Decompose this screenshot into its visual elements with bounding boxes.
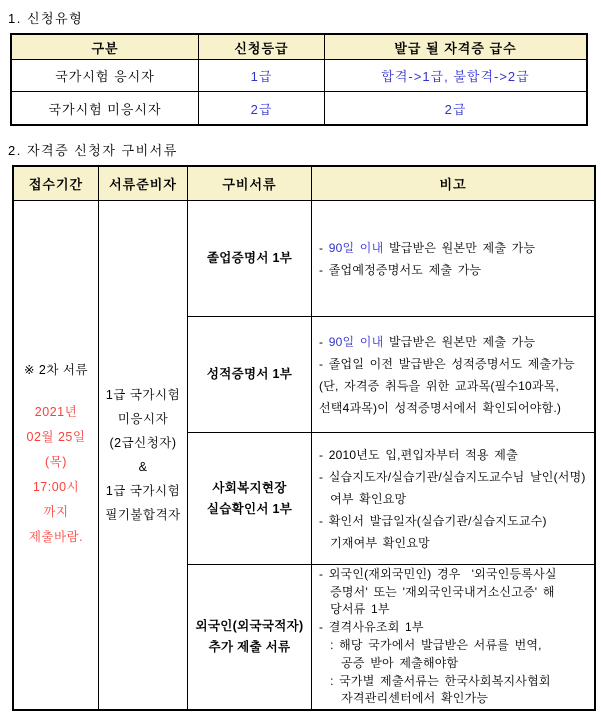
remark-line: - 실습지도자/실습기관/실습지도교수님 날인(서명) xyxy=(319,469,586,484)
remark-line: - 90일 이내 발급받은 원본만 제출 가능 xyxy=(319,240,536,255)
preparer-line: 1급 국가시험 xyxy=(105,484,181,498)
section1-title: 1. 신청유형 xyxy=(8,11,84,26)
table1-result: 2급 xyxy=(444,101,467,117)
table2-header-remarks: 비고 xyxy=(312,167,594,201)
remarks xyxy=(312,201,594,317)
deadline-line: 2021년 xyxy=(34,405,78,419)
table1-header-row xyxy=(12,35,586,60)
remarks xyxy=(312,433,594,565)
second-round-note: ※ 2차 서류 xyxy=(23,363,89,377)
table1-header-category: 구분 xyxy=(12,35,199,60)
remark-line: 자격관리센터에서 확인가능 xyxy=(319,691,489,706)
remark-line: - 2010년도 입,편입자부터 적용 제출 xyxy=(319,447,518,462)
preparer-line: (2급신청자) xyxy=(109,436,177,450)
table-row xyxy=(188,565,594,709)
table1-grade: 2급 xyxy=(199,92,325,124)
document-name: 성적증명서 1부 xyxy=(188,317,312,433)
document-name: 사회복지현장 실습확인서 1부 xyxy=(188,433,312,565)
table1-category: 국가시험 응시자 xyxy=(12,60,199,92)
remark-line: - 졸업예정증명서도 제출 가능 xyxy=(319,262,482,277)
remark-line: - 외국인(재외국민인) 경우 '외국인등록사실 xyxy=(319,566,557,581)
table2-header-row xyxy=(14,167,594,201)
document-name: 외국인(외국국적자) 추가 제출 서류 xyxy=(188,565,312,709)
remark-line: - 90일 이내 발급받은 원본만 제출 가능 xyxy=(319,334,536,349)
required-documents-table xyxy=(12,165,596,711)
remark-line: - 확인서 발급일자(실습기관/실습지도교수) xyxy=(319,513,547,528)
table2-body xyxy=(14,201,594,709)
remark-line: 선택4과목)이 성적증명서에서 확인되어야함.) xyxy=(319,400,562,415)
remark-line: - 졸업일 이전 발급받은 성적증명서도 제출가능 xyxy=(319,356,575,371)
document-preparer-cell xyxy=(99,201,188,709)
table-row xyxy=(188,433,594,565)
deadline-line: 17:00시 xyxy=(32,480,80,494)
remark-line: - 결격사유조회 1부 xyxy=(319,620,424,635)
preparer-line: 미응시자 xyxy=(117,412,169,426)
table2-header-preparer: 서류준비자 xyxy=(99,167,188,201)
preparer-line: 1급 국가시험 xyxy=(105,388,181,402)
table1-header-result: 발급 될 자격증 급수 xyxy=(325,35,586,60)
remark-line: 증명서' 또는 '재외국인국내거소신고증' 해 xyxy=(319,584,555,599)
document-name: 졸업증명서 1부 xyxy=(188,201,312,317)
table2-header-reception-period: 접수기간 xyxy=(14,167,99,201)
remarks xyxy=(312,565,594,709)
deadline-line: 제출바람. xyxy=(28,530,84,544)
reception-period-cell xyxy=(14,201,99,709)
remark-line: : 해당 국가에서 발급받은 서류를 번역, xyxy=(319,638,542,652)
table2-header-documents: 구비서류 xyxy=(188,167,312,201)
application-type-table xyxy=(10,33,588,126)
remark-line: 당서류 1부 xyxy=(319,602,390,617)
remark-line: 기재여부 확인요망 xyxy=(319,535,430,550)
deadline-line: 까지 xyxy=(43,505,69,519)
table1-result: 합격->1급, 불합격->2급 xyxy=(325,60,586,92)
remark-line: (단, 자격증 취득을 위한 교과목(필수10과목, xyxy=(319,378,560,393)
table2-rows xyxy=(188,201,594,709)
table-row xyxy=(188,201,594,317)
remark-line: : 국가별 제출서류는 한국사회복지사협회 xyxy=(319,673,551,688)
remark-line: 여부 확인요망 xyxy=(319,491,407,506)
table1-header-grade: 신청등급 xyxy=(199,35,325,60)
table-row xyxy=(12,60,586,92)
preparer-line: 필기불합격자 xyxy=(105,508,181,522)
table-row xyxy=(188,317,594,433)
table1-category: 국가시험 미응시자 xyxy=(12,92,199,124)
table-row xyxy=(12,92,586,124)
deadline-line: 02월 25일 (목) xyxy=(26,430,86,469)
remark-line: 공증 받아 제출해야함 xyxy=(319,655,459,670)
section2-title: 2. 자격증 신청자 구비서류 xyxy=(8,143,178,158)
preparer-line: & xyxy=(138,460,148,474)
remarks xyxy=(312,317,594,433)
table1-grade: 1급 xyxy=(199,60,325,92)
